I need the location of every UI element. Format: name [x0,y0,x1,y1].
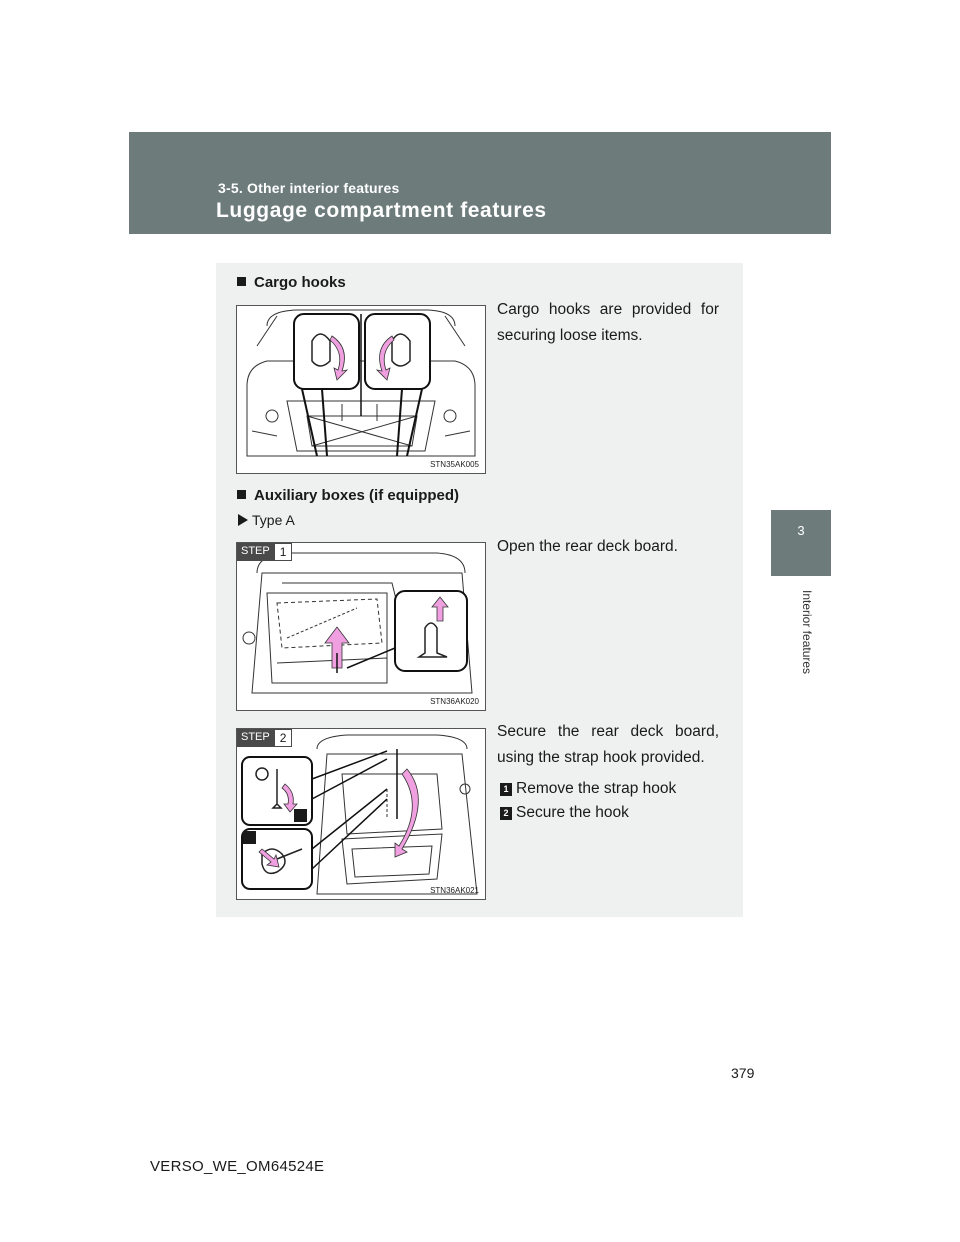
list-item-text: Secure the hook [516,804,629,821]
aux-boxes-heading [237,487,459,504]
page-header [129,132,831,234]
type-label [238,512,295,528]
cargo-hooks-illustration [237,306,485,473]
document-id: VERSO_WE_OM64524E [150,1158,325,1175]
step1-word: STEP [237,543,274,561]
cargo-hooks-figure [236,305,486,474]
cargo-hooks-figure-code: STN35AK005 [430,460,479,469]
square-bullet-icon [237,490,246,499]
aux-boxes-heading-text: Auxiliary boxes (if equipped) [254,487,460,504]
step2-illustration [237,729,485,899]
step2-description: Secure the rear deck board, using the strap hook provided. [497,723,719,766]
chapter-label: Interior features [800,590,814,675]
page-title: Luggage compartment features [216,199,547,222]
step2-word: STEP [237,729,274,747]
step2-figure [236,728,486,900]
step1-badge [237,543,292,561]
step1-figure-code: STN36AK020 [430,697,479,706]
section-label: 3-5. Other interior features [218,180,400,196]
chapter-number: 3 [797,523,805,538]
cargo-hooks-heading [237,274,346,291]
page-number: 379 [731,1065,755,1081]
square-bullet-icon [237,277,246,286]
list-item-text: Remove the strap hook [516,780,677,797]
step2-figure-code: STN36AK021 [430,886,479,895]
cargo-hooks-heading-text: Cargo hooks [254,274,346,291]
step-number-badge: 2 [500,807,512,820]
step-number-badge: 1 [500,783,512,796]
step1-illustration [237,543,485,710]
step1-figure [236,542,486,711]
type-label-text: Type A [252,512,295,528]
step1-description: Open the rear deck board. [497,538,678,555]
chapter-tab[interactable] [771,510,831,576]
step2-number: 2 [274,729,293,747]
cargo-hooks-description: Cargo hooks are provided for securing loose items. [497,301,719,344]
list-item [500,804,629,822]
list-item [500,780,676,798]
step1-number: 1 [274,543,293,561]
step2-badge [237,729,292,747]
triangle-bullet-icon [238,514,248,526]
